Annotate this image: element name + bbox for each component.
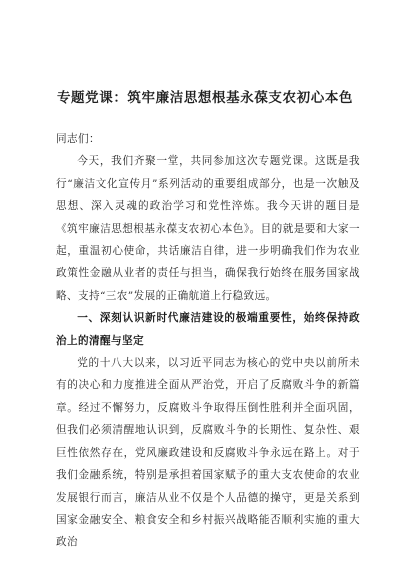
document-title: 专题党课：筑牢廉洁思想根基永葆支农初心本色 [56, 90, 354, 106]
salutation: 同志们： [56, 133, 100, 145]
section-heading: 一、深刻认识新时代廉洁建设的极端重要性，始终保持政治上的清醒与坚定 [56, 312, 360, 347]
opening-paragraph: 今天，我们齐聚一堂，共同参加这次专题党课。这既是我行“廉洁文化宣传月”系列活动的重要组成部分，也是一次触及思想、深入灵魂的政治学习和党性淬炼。我今天讲的题目是《筑牢廉洁思想根基永葆支农初心本色》。目的就是要和大家一起，重温初心使命，共话廉洁自律，进一步明确我们作为农业政策性金融从业者的责任与担当，确保我行始终在服务国家战略、支持“三农”发展的正确航道上行稳致远。 [56, 155, 360, 302]
document-body [56, 128, 360, 554]
section-paragraph: 党的十八大以来，以习近平同志为核心的党中央以前所未有的决心和力度推进全面从严治党，开启了反腐败斗争的新篇章。经过不懈努力，反腐败斗争取得压倒性胜利并全面巩固，但我们必须清醒地认识到，反腐败斗争的长期性、复杂性、艰巨性依然存在，党风廉政建设和反腐败斗争永远在路上。对于我们金融系统，特别是承担着国家赋予的重大支农使命的农业发展银行而言，廉洁从业不仅是个人品德的操守，更是关系到国家金融安全、粮食安全和乡村振兴战略能否顺利实施的重大政治 [56, 357, 360, 549]
